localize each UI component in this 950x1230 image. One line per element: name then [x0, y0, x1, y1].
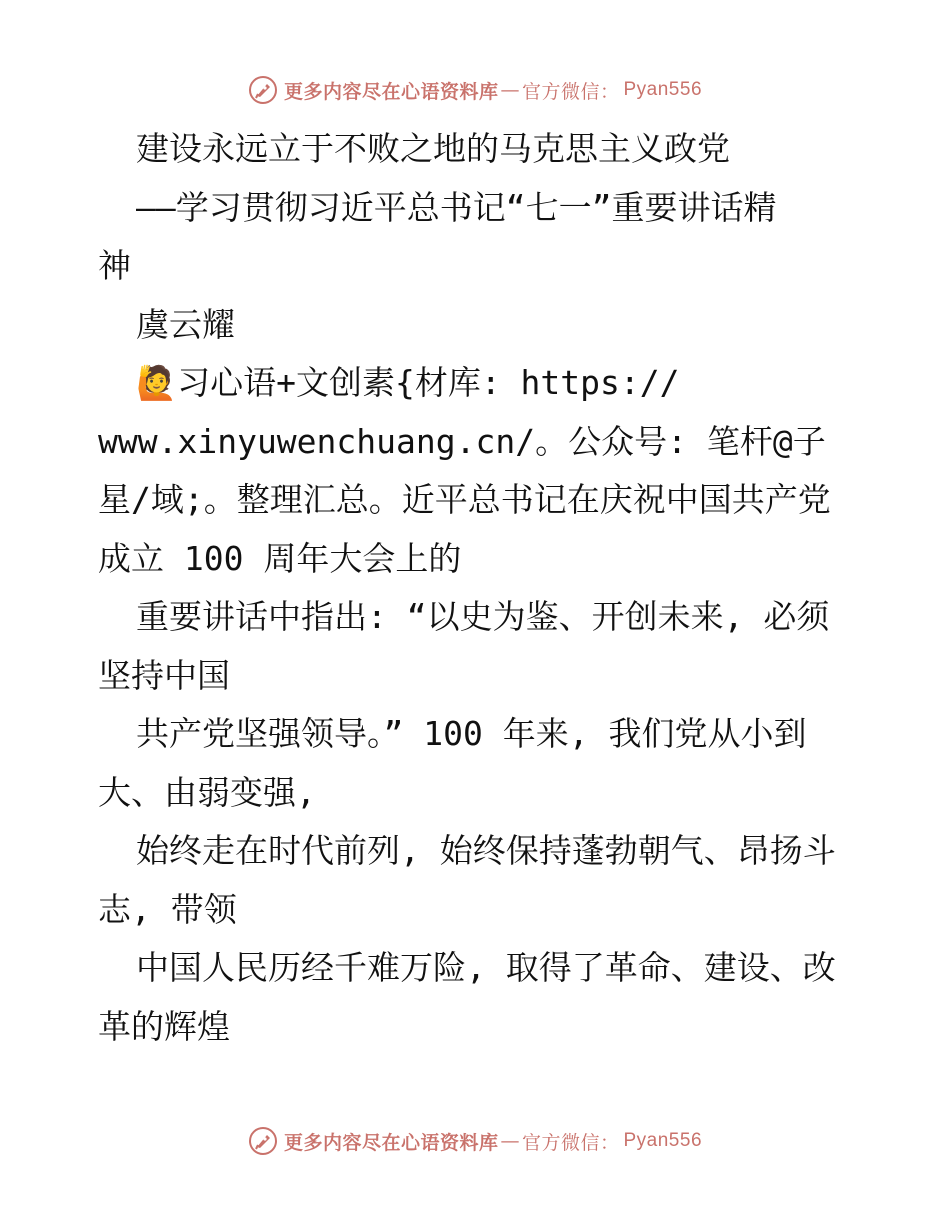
article-author: 虞云耀 [136, 304, 235, 344]
body-line: 中国人民历经千难万险, 取得了革命、建设、改 [136, 948, 836, 987]
footer-watermark [0, 1121, 950, 1161]
body-line: 坚持中国 [98, 655, 230, 695]
watermark-wechat-label: 官方微信： [521, 80, 620, 103]
body-line: 志, 带领 [98, 889, 237, 929]
pen-nib-logo-icon [248, 1126, 278, 1156]
article-subtitle-continued: 神 [98, 246, 131, 285]
watermark-wechat-id: Pyan556 [623, 79, 703, 100]
article-subtitle: ——学习贯彻习近平总书记“七一”重要讲话精 [136, 187, 777, 227]
watermark-wechat-id: Pyan556 [623, 1130, 703, 1151]
watermark-separator: — [500, 79, 520, 101]
body-line: 始终走在时代前列, 始终保持蓬勃朝气、昂扬斗 [136, 831, 836, 870]
article-title: 建设永远立于不败之地的马克思主义政党 [136, 129, 730, 168]
body-line: 共产党坚强领导。” 100 年来, 我们党从小到 [136, 714, 807, 753]
pen-nib-logo-icon [248, 75, 278, 105]
header-watermark [0, 70, 950, 110]
body-line: 重要讲话中指出: “以史为鉴、开创未来, 必须 [136, 597, 830, 636]
watermark-text: 更多内容尽在心语资料库 [283, 80, 499, 103]
body-line: 革的辉煌 [98, 1006, 230, 1046]
watermark-separator: — [500, 1130, 520, 1152]
body-line: 大、由弱变强, [98, 772, 316, 812]
body-line: 星/域;。整理汇总。近平总书记在庆祝中国共产党 [98, 480, 831, 519]
document-body [98, 120, 858, 1056]
body-line: www.xinyuwenchuang.cn/。公众号: 笔杆@子 [98, 421, 826, 461]
watermark-text: 更多内容尽在心语资料库 [283, 1131, 499, 1154]
body-line: 成立 100 周年大会上的 [98, 538, 462, 578]
watermark-wechat-label: 官方微信： [521, 1131, 620, 1154]
body-line: 🙋习心语+文创素{材库: https:// [136, 363, 680, 402]
